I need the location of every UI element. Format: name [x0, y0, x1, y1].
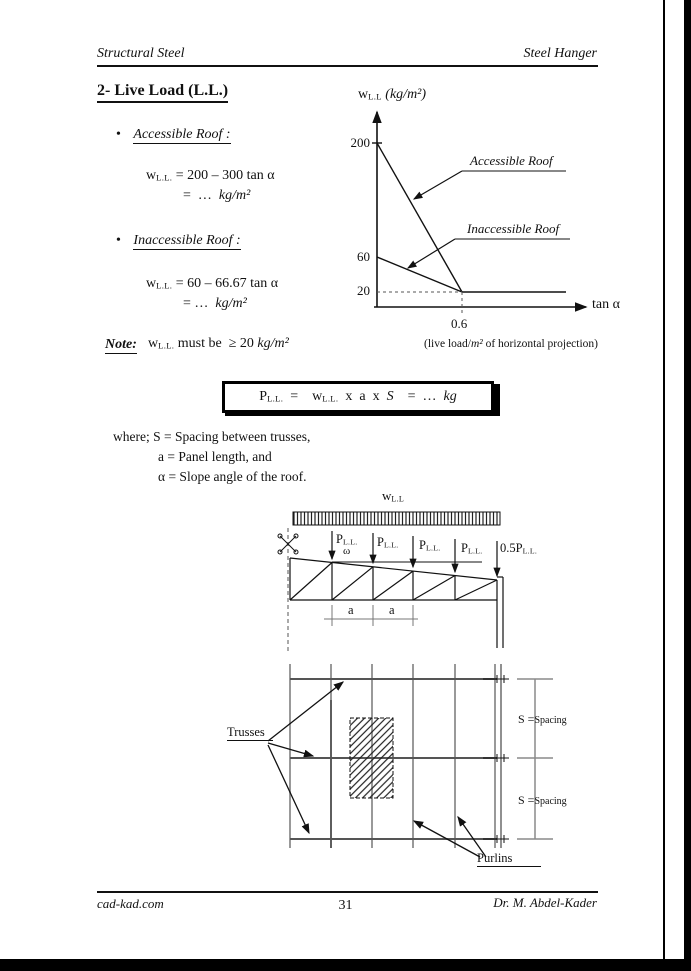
graph-annotation-leaders	[408, 171, 570, 268]
graph-axes	[372, 112, 586, 307]
where-line-1: where; S = Spacing between trusses,	[113, 429, 311, 444]
graph-ytick-60: 60	[357, 249, 370, 264]
pll-formula-box	[222, 381, 494, 413]
where-line-3: α = Slope angle of the roof.	[158, 469, 307, 484]
right-column-lines	[497, 577, 503, 648]
truss-load-label: $w_{L.L}$	[382, 488, 405, 504]
spacing-word: Spacing	[534, 796, 567, 807]
truss-p-load-label: $P_{L.L.}$	[461, 541, 483, 556]
slope-angle-symbol: ω	[343, 545, 351, 557]
graph-xaxis-label: tan α	[592, 297, 620, 312]
inaccessible-eq-line1: $w_{L.L.} = 60 - 66.67$ tan α	[146, 276, 279, 291]
trusses-label: Trusses	[227, 725, 273, 741]
spacing-word: Spacing	[534, 715, 567, 726]
graph-label-accessible: Accessible Roof	[470, 153, 553, 168]
header-right: Steel Hanger	[523, 46, 597, 61]
truss-end-load-label: $0.5P_{L.L.}$	[500, 541, 538, 556]
truss-p-load-label: $P_{L.L.}$	[377, 535, 399, 550]
bullet-accessible	[116, 127, 231, 143]
scan-edge-thin-line	[663, 0, 665, 971]
spacing-label-bottom	[518, 791, 567, 809]
tributary-area-hatch	[350, 718, 393, 798]
bullet-glyph: •	[116, 233, 121, 248]
accessible-eq-line2: = … kg/m²	[183, 188, 251, 203]
graph-ytick-200: 200	[350, 135, 370, 150]
truss-p-load-label: $P_{L.L.}$	[419, 538, 441, 553]
truss-p-load-label: $P_{L.L.}$	[336, 532, 358, 547]
footer-right: Dr. M. Abdel-Kader	[493, 895, 597, 910]
accessible-roof-heading: Accessible Roof :	[133, 127, 231, 142]
truss-members	[290, 558, 497, 600]
spacing-prefix: S =	[518, 712, 535, 726]
scan-edge-bottom-band	[0, 959, 691, 971]
inaccessible-eq-line2: = … kg/m²	[183, 296, 247, 311]
plan-line-art	[200, 655, 600, 880]
graph-ytick-20: 20	[357, 283, 370, 298]
graph-axis-title: $w_{L.L}$ (kg/m²)	[358, 87, 427, 102]
footer-rule	[97, 891, 598, 893]
purlins-label: Purlins	[477, 851, 541, 867]
graph-xtick-06: 0.6	[451, 316, 468, 331]
inaccessible-roof-heading: Inaccessible Roof :	[133, 233, 241, 248]
pll-formula: $P_{L.L.}$ = $w_{L.L.}$ x a x S = … kg	[259, 389, 457, 404]
scan-edge-right-band	[684, 0, 691, 971]
truss-line-art	[258, 485, 568, 660]
live-load-graph	[330, 85, 640, 335]
panel-dim-label-a2: a	[389, 603, 395, 617]
note-label: Note:	[105, 337, 137, 352]
page-number: 31	[338, 898, 353, 913]
distributed-load-bar	[293, 512, 500, 525]
purlins-label-arrows	[414, 817, 486, 857]
bullet-glyph: •	[116, 127, 121, 142]
graph-label-inaccessible: Inaccessible Roof	[467, 221, 560, 236]
header-left: Structural Steel	[97, 46, 185, 61]
truss-elevation-diagram	[258, 485, 568, 660]
panel-dim-label-a1: a	[348, 603, 354, 617]
spacing-label-top	[518, 710, 567, 728]
header-rule	[97, 65, 598, 67]
roof-plan-diagram	[200, 655, 600, 880]
graph-dashed-guides	[377, 292, 462, 316]
panel-dimension-lines	[324, 605, 418, 626]
footer-left: cad-kad.com	[97, 896, 164, 911]
where-line-2: a = Panel length, and	[158, 449, 272, 464]
bullet-inaccessible	[116, 233, 241, 249]
note-aside: (live load/m² of horizontal projection)	[424, 338, 598, 350]
section-title: 2- Live Load (L.L.)	[97, 82, 228, 103]
spacing-dimension-lines	[517, 679, 553, 839]
spacing-prefix: S =	[518, 793, 535, 807]
note-body: $w_{L.L.}$ must be ≥ 20 kg/m²	[148, 336, 289, 351]
accessible-eq-line1: $w_{L.L.} = 200 - 300$ tan α	[146, 168, 275, 183]
